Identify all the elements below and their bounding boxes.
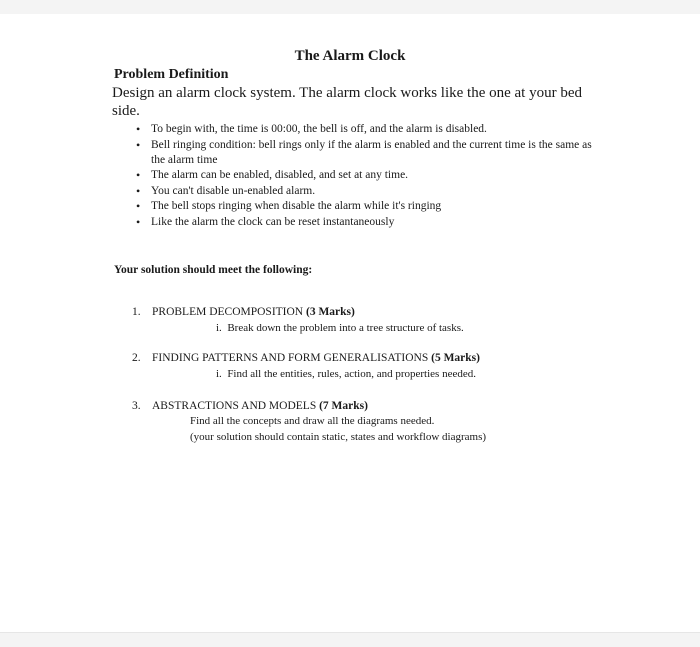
bullet-icon: • <box>136 168 141 182</box>
requirement-subitem <box>216 367 476 382</box>
list-item <box>136 138 596 168</box>
requirement-title: PROBLEM DECOMPOSITION <box>152 306 304 318</box>
list-item <box>136 168 596 183</box>
requirement-item <box>132 304 355 320</box>
list-item <box>136 215 596 230</box>
requirement-item <box>132 350 480 366</box>
requirement-title: ABSTRACTIONS AND MODELS <box>152 400 317 412</box>
list-item-text: You can't disable un-enabled alarm. <box>151 184 316 197</box>
requirement-marks: (3 Marks) <box>306 306 355 318</box>
requirement-number: 1. <box>132 306 141 318</box>
requirements-heading: Your solution should meet the following: <box>114 264 313 276</box>
requirement-item <box>132 398 368 414</box>
list-item-text: To begin with, the time is 00:00, the bell is off, and the alarm is disabled. <box>151 123 487 135</box>
bullet-icon: • <box>136 183 141 198</box>
requirement-number: 3. <box>132 400 141 412</box>
requirement-marks: (5 Marks) <box>431 352 480 364</box>
requirement-detail-line: (your solution should contain static, states and workflow diagrams) <box>190 431 487 443</box>
bullet-icon: • <box>136 137 141 152</box>
subitem-text: Break down the problem into a tree structure of tasks. <box>227 322 464 334</box>
list-item-text: The alarm can be enabled, disabled, and set at any time. <box>151 169 409 181</box>
list-item-text: Like the alarm the clock can be reset instantaneously <box>151 215 395 228</box>
bullet-list <box>136 122 596 230</box>
subitem-text: Find all the entities, rules, action, and properties needed. <box>227 368 476 380</box>
list-item <box>136 184 596 199</box>
intro-paragraph: Design an alarm clock system. The alarm clock works like the one at your bed side. <box>112 85 582 119</box>
bullet-icon: • <box>136 122 141 136</box>
top-frame-bar <box>0 0 700 15</box>
bullet-icon: • <box>136 214 141 229</box>
list-item <box>136 122 596 137</box>
subitem-number: i. <box>216 368 222 380</box>
requirement-title: FINDING PATTERNS AND FORM GENERALISATIONS <box>152 352 429 364</box>
document-title: The Alarm Clock <box>294 48 406 64</box>
list-item-text: The bell stops ringing when disable the alarm while it's ringing <box>151 200 442 212</box>
requirement-subitem <box>216 321 464 336</box>
subitem-number: i. <box>216 322 222 334</box>
requirement-number: 2. <box>132 352 141 364</box>
list-item <box>136 199 596 214</box>
bullet-icon: • <box>136 199 141 213</box>
section-heading: Problem Definition <box>114 67 229 82</box>
requirement-detail-line: Find all the concepts and draw all the diagrams needed. <box>190 415 435 427</box>
bottom-frame-bar <box>0 632 700 647</box>
requirement-marks: (7 Marks) <box>319 400 368 412</box>
list-item-text: Bell ringing condition: bell rings only if the alarm is enabled and the current time is the same as the alarm time <box>151 138 592 166</box>
